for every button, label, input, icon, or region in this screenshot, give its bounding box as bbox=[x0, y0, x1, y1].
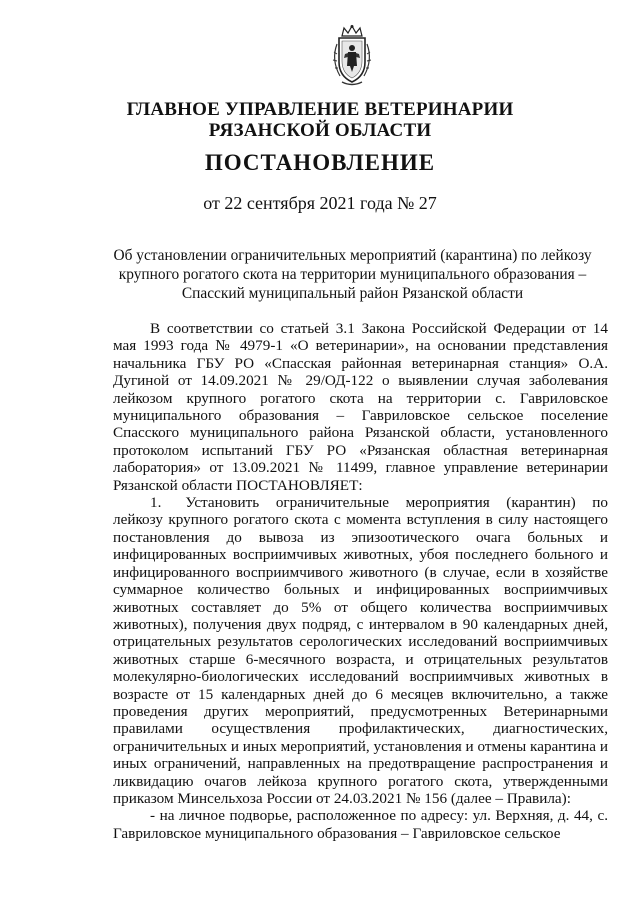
document-subject: Об установлении ограничительных мероприятий (карантина) по лейкозу крупного рогатого скота на территории муниципального образования – Спасский муниципальный район Рязанской области bbox=[113, 247, 592, 302]
item-1-paragraph bbox=[113, 494, 608, 807]
agency-name-line2: РЯЗАНСКОЙ ОБЛАСТИ bbox=[208, 120, 432, 141]
item-1-text: Установить ограничительные мероприятия (карантин) по лейкозу крупного рогатого скота с момента вступления в силу настоящего постановления до вывоза из эпизоотического очага больных и инфицированных восприимчивых животных, убоя последнего больного и инфицированного восприимчивого животного (в случае, если в хозяйстве суммарное количество больных и инфицированных восприимчивых животных составляет до 5% от общего количества восприимчивых животных), получения двух подряд, с интервалом в 90 календарных дней, отрицательных результатов серологических исследований восприимчивых животных старше 6-месячного возраста, и отрицательных результатов молекулярно-биологических исследований восприимчивых животных в возрасте от 15 календарных дней до 6 месяцев включительно, а также проведения других мероприятий, предусмотренных Ветеринарными правилами осуществления профилактических, диагностических, ограничительных и иных мероприятий, установления и отмены карантина и иных ограничений, направленных на предотвращение распространения и ликвидацию очагов лейкоза крупного рогатого скота, утвержденными приказом Минсельхоза России от 24.03.2021 № 156 (далее – Правила): bbox=[113, 494, 608, 807]
preamble-paragraph: В соответствии со статьей 3.1 Закона Российской Федерации от 14 мая 1993 года № 4979-1 «О ветеринарии», на основании представления начальника ГБУ РО «Спасская районная ветеринарная станция» О.А. Дугиной от 14.09.2021 № 29/ОД-122 о выявлении случая заболевания лейкозом крупного рогатого скота на территории с. Гавриловское муниципального образования – Гавриловское сельское поселение Спасского муниципального района Рязанской области, установленного протоколом испытаний ГБУ РО «Рязанская областная ветеринарная лаборатория» от 13.09.2021 № 11499, главное управление ветеринарии Рязанской области ПОСТАНОВЛЯЕТ: bbox=[113, 320, 608, 494]
document-date-number: от 22 сентября 2021 года № 27 bbox=[203, 193, 437, 213]
subitem-paragraph: - на личное подворье, расположенное по адресу: ул. Верхняя, д. 44, с. Гавриловское муниципального образования – Гавриловское сельское bbox=[113, 807, 608, 842]
document-body bbox=[113, 320, 608, 842]
agency-name-line1: ГЛАВНОЕ УПРАВЛЕНИЕ ВЕТЕРИНАРИИ bbox=[126, 99, 514, 120]
item-1-number: 1. bbox=[150, 494, 162, 512]
coat-of-arms-icon bbox=[328, 24, 376, 88]
document-type-title: ПОСТАНОВЛЕНИЕ bbox=[204, 150, 436, 175]
